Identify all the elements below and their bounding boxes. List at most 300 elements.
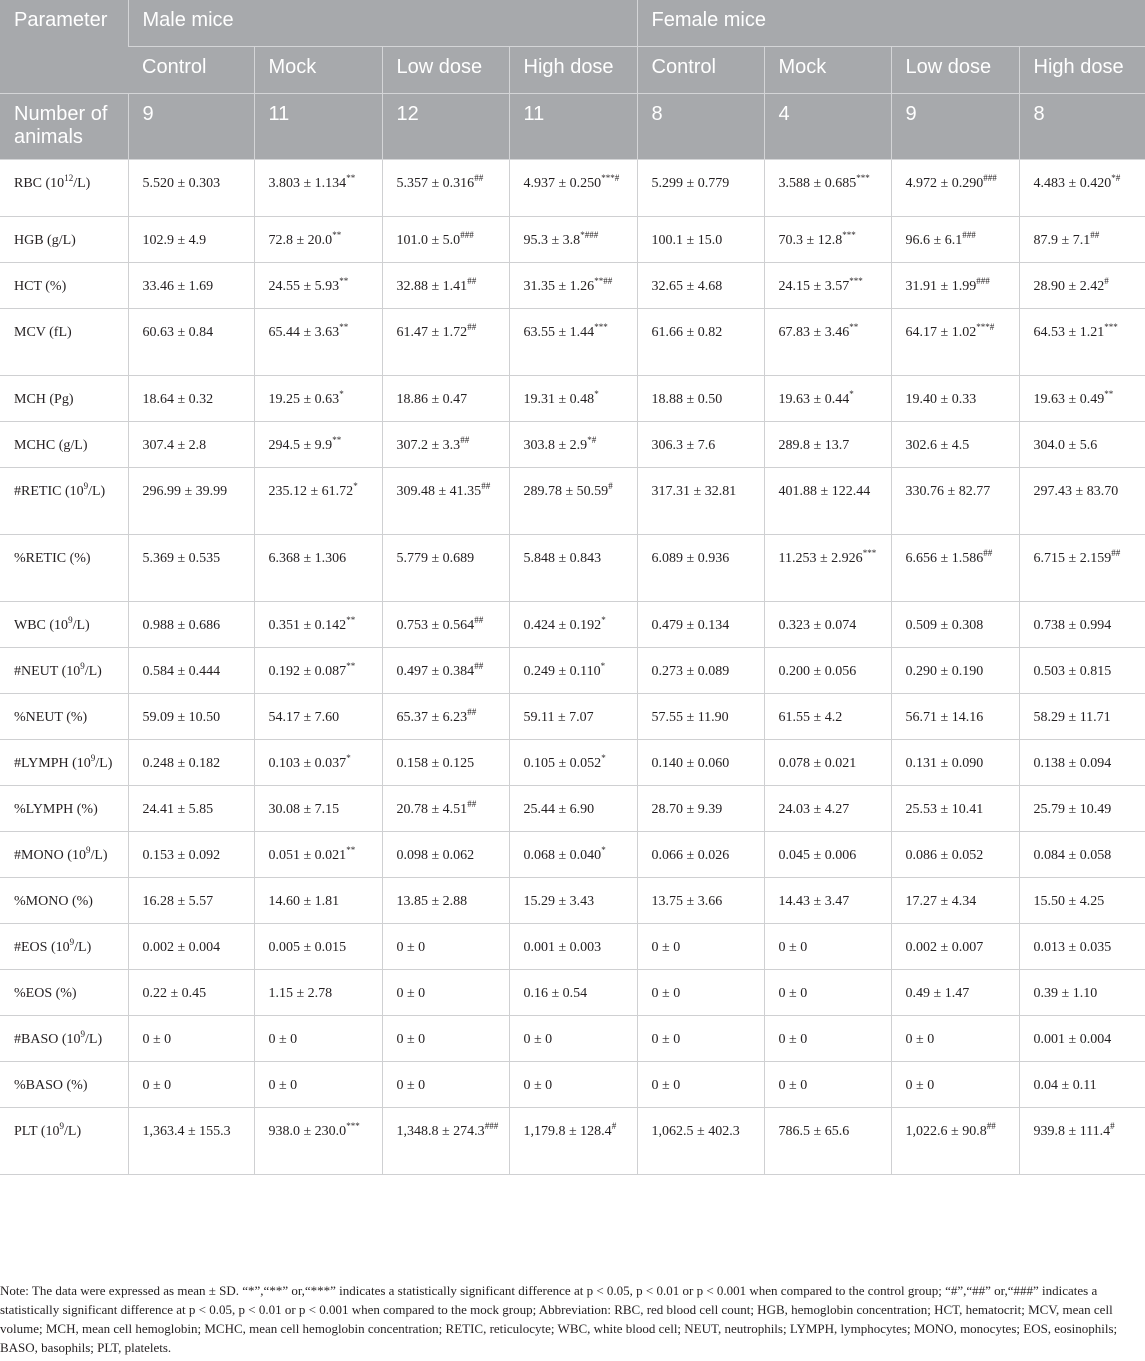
mean-sd-value: 0.503 ± 0.815 <box>1033 664 1112 679</box>
mean-sd-value: 302.6 ± 4.5 <box>905 438 970 453</box>
table-row <box>0 694 1145 740</box>
significance-marker: *** <box>862 548 877 558</box>
significance-marker: # <box>611 1121 617 1131</box>
mean-sd-value: 0.351 ± 0.142 <box>268 618 347 633</box>
parameter-name: %LYMPH (%) <box>14 802 98 817</box>
value-cell <box>637 648 764 694</box>
mean-sd-value: 61.66 ± 0.82 <box>651 325 723 340</box>
value-cell <box>254 1108 382 1175</box>
value-cell <box>1019 217 1145 263</box>
value-cell <box>382 217 509 263</box>
parameter-name: %EOS (%) <box>14 986 77 1001</box>
value-cell <box>764 786 891 832</box>
value-cell <box>891 1016 1019 1062</box>
significance-marker: *** <box>849 276 863 286</box>
significance-marker: ** <box>849 322 859 332</box>
value-cell <box>891 740 1019 786</box>
value-cell <box>254 740 382 786</box>
value-cell <box>891 1108 1019 1175</box>
value-cell <box>764 878 891 924</box>
parameter-cell <box>0 217 128 263</box>
subgroup-header: Control <box>128 47 254 94</box>
value-cell <box>764 832 891 878</box>
value-cell <box>1019 1108 1145 1175</box>
mean-sd-value: 0.153 ± 0.092 <box>142 848 221 863</box>
parameter-header: Parameter <box>0 0 128 94</box>
male-group-header: Male mice <box>128 0 637 47</box>
significance-marker: * <box>849 389 854 399</box>
significance-marker: ## <box>474 661 484 671</box>
value-cell <box>128 160 254 217</box>
mean-sd-value: 5.848 ± 0.843 <box>523 551 602 566</box>
value-cell <box>891 160 1019 217</box>
mean-sd-value: 0 ± 0 <box>396 1078 426 1093</box>
mean-sd-value: 0.131 ± 0.090 <box>905 756 984 771</box>
parameter-cell <box>0 786 128 832</box>
mean-sd-value: 32.88 ± 1.41 <box>396 279 468 294</box>
value-cell <box>637 263 764 309</box>
mean-sd-value: 330.76 ± 82.77 <box>905 484 991 499</box>
table-row <box>0 535 1145 602</box>
parameter-cell <box>0 468 128 535</box>
value-cell <box>764 648 891 694</box>
significance-marker: * <box>339 389 344 399</box>
mean-sd-value: 61.55 ± 4.2 <box>778 710 843 725</box>
female-group-header: Female mice <box>637 0 1145 47</box>
mean-sd-value: 306.3 ± 7.6 <box>651 438 716 453</box>
value-cell <box>128 422 254 468</box>
mean-sd-value: 0.084 ± 0.058 <box>1033 848 1112 863</box>
value-cell <box>891 832 1019 878</box>
value-cell <box>891 468 1019 535</box>
parameter-name: %RETIC (%) <box>14 551 91 566</box>
mean-sd-value: 14.43 ± 3.47 <box>778 894 850 909</box>
significance-marker: ** <box>346 845 356 855</box>
value-cell <box>637 1062 764 1108</box>
significance-marker: ## <box>481 481 491 491</box>
value-cell <box>254 468 382 535</box>
mean-sd-value: 0 ± 0 <box>778 986 808 1001</box>
mean-sd-value: 4.937 ± 0.250 <box>523 176 602 191</box>
significance-marker: ***# <box>601 173 620 183</box>
mean-sd-value: 61.47 ± 1.72 <box>396 325 468 340</box>
value-cell <box>1019 376 1145 422</box>
mean-sd-value: 65.37 ± 6.23 <box>396 710 468 725</box>
value-cell <box>637 468 764 535</box>
mean-sd-value: 101.0 ± 5.0 <box>396 233 461 248</box>
mean-sd-value: 1,179.8 ± 128.4 <box>523 1124 612 1139</box>
mean-sd-value: 0 ± 0 <box>651 986 681 1001</box>
value-cell <box>764 468 891 535</box>
significance-marker: ***# <box>976 322 995 332</box>
value-cell <box>891 648 1019 694</box>
mean-sd-value: 0.078 ± 0.021 <box>778 756 857 771</box>
table-row <box>0 786 1145 832</box>
value-cell <box>382 924 509 970</box>
mean-sd-value: 0 ± 0 <box>142 1078 172 1093</box>
mean-sd-value: 0 ± 0 <box>651 940 681 955</box>
value-cell <box>637 376 764 422</box>
parameter-unit-tail: /L) <box>84 664 102 679</box>
value-cell <box>891 217 1019 263</box>
value-cell <box>637 694 764 740</box>
value-cell <box>128 1108 254 1175</box>
table-row <box>0 217 1145 263</box>
value-cell <box>128 970 254 1016</box>
value-cell <box>128 694 254 740</box>
value-cell <box>637 832 764 878</box>
value-cell <box>891 694 1019 740</box>
mean-sd-value: 58.29 ± 11.71 <box>1033 710 1111 725</box>
value-cell <box>254 217 382 263</box>
animal-count: 9 <box>128 94 254 160</box>
mean-sd-value: 24.15 ± 3.57 <box>778 279 850 294</box>
value-cell <box>509 468 637 535</box>
unit-exponent: 12 <box>64 173 74 183</box>
value-cell <box>254 535 382 602</box>
mean-sd-value: 4.483 ± 0.420 <box>1033 176 1112 191</box>
value-cell <box>128 217 254 263</box>
significance-marker: **## <box>594 276 613 286</box>
mean-sd-value: 304.0 ± 5.6 <box>1033 438 1098 453</box>
value-cell <box>128 740 254 786</box>
value-cell <box>509 740 637 786</box>
mean-sd-value: 3.588 ± 0.685 <box>778 176 857 191</box>
value-cell <box>128 786 254 832</box>
significance-marker: ## <box>467 799 477 809</box>
value-cell <box>254 970 382 1016</box>
value-cell <box>637 309 764 376</box>
value-cell <box>1019 924 1145 970</box>
mean-sd-value: 25.79 ± 10.49 <box>1033 802 1112 817</box>
parameter-unit-tail: /L) <box>90 848 108 863</box>
table-row <box>0 160 1145 217</box>
value-cell <box>509 263 637 309</box>
count-label: Number of animals <box>0 94 128 160</box>
value-cell <box>509 217 637 263</box>
table-note: Note: The data were expressed as mean ± SD. “*”,“**” or,“***” indicates a statistically significant difference at p < 0.05, p < 0.01 or p < 0.001 when compared to the control group; “#”,“##” or,“###” indicates a statistically significant difference at p < 0.05, p < 0.01 or p < 0.001 when compared to the mock group; Abbreviation: RBC, red blood cell count; HGB, hemoglobin concentration; HCT, hematocrit; MCV, mean cell volume; MCH, mean cell hemoglobin; MCHC, mean cell hemoglobin concentration; RETIC, reticulocyte; WBC, white blood cell; NEUT, neutrophils; LYMPH, lymphocytes; MONO, monocytes; EOS, eosinophils; BASO, basophils; PLT, platelets. <box>0 1283 1118 1355</box>
value-cell <box>1019 648 1145 694</box>
parameter-unit-tail: /L) <box>74 940 92 955</box>
value-cell <box>382 1062 509 1108</box>
significance-marker: ** <box>332 435 342 445</box>
parameter-unit-tail: /L) <box>85 1032 103 1047</box>
parameter-cell <box>0 1108 128 1175</box>
mean-sd-value: 17.27 ± 4.34 <box>905 894 977 909</box>
mean-sd-value: 0.04 ± 0.11 <box>1033 1078 1097 1093</box>
mean-sd-value: 19.40 ± 0.33 <box>905 392 977 407</box>
mean-sd-value: 70.3 ± 12.8 <box>778 233 843 248</box>
value-cell <box>764 1016 891 1062</box>
mean-sd-value: 13.75 ± 3.66 <box>651 894 723 909</box>
mean-sd-value: 0 ± 0 <box>905 1078 935 1093</box>
significance-marker: *# <box>587 435 597 445</box>
mean-sd-value: 56.71 ± 14.16 <box>905 710 984 725</box>
mean-sd-value: 25.44 ± 6.90 <box>523 802 595 817</box>
value-cell <box>382 160 509 217</box>
value-cell <box>764 217 891 263</box>
mean-sd-value: 0.273 ± 0.089 <box>651 664 730 679</box>
mean-sd-value: 100.1 ± 15.0 <box>651 233 723 248</box>
mean-sd-value: 297.43 ± 83.70 <box>1033 484 1119 499</box>
parameter-cell <box>0 1016 128 1062</box>
value-cell <box>764 970 891 1016</box>
significance-marker: ## <box>474 173 484 183</box>
value-cell <box>637 1108 764 1175</box>
table-row <box>0 1108 1145 1175</box>
mean-sd-value: 18.88 ± 0.50 <box>651 392 723 407</box>
parameter-cell <box>0 160 128 217</box>
mean-sd-value: 1,022.6 ± 90.8 <box>905 1124 987 1139</box>
parameter-unit-tail: /L) <box>64 1124 82 1139</box>
significance-marker: ## <box>467 322 477 332</box>
mean-sd-value: 0.16 ± 0.54 <box>523 986 588 1001</box>
value-cell <box>382 468 509 535</box>
mean-sd-value: 0.002 ± 0.007 <box>905 940 984 955</box>
value-cell <box>1019 263 1145 309</box>
table-row <box>0 1016 1145 1062</box>
parameter-cell <box>0 535 128 602</box>
parameter-name: %MONO (%) <box>14 894 93 909</box>
mean-sd-value: 6.715 ± 2.159 <box>1033 551 1112 566</box>
parameter-name: #LYMPH (10 <box>14 756 91 771</box>
mean-sd-value: 25.53 ± 10.41 <box>905 802 984 817</box>
mean-sd-value: 0.001 ± 0.003 <box>523 940 602 955</box>
value-cell <box>254 694 382 740</box>
parameter-cell <box>0 648 128 694</box>
parameter-name: HCT (%) <box>14 279 67 294</box>
value-cell <box>764 694 891 740</box>
value-cell <box>891 535 1019 602</box>
unit-exponent: 9 <box>69 937 75 947</box>
significance-marker: *** <box>842 230 856 240</box>
mean-sd-value: 30.08 ± 7.15 <box>268 802 340 817</box>
parameter-name: HGB (g/L) <box>14 233 76 248</box>
value-cell <box>1019 602 1145 648</box>
value-cell <box>254 602 382 648</box>
mean-sd-value: 0.105 ± 0.052 <box>523 756 602 771</box>
mean-sd-value: 6.368 ± 1.306 <box>268 551 347 566</box>
mean-sd-value: 28.90 ± 2.42 <box>1033 279 1105 294</box>
significance-marker: # <box>1104 276 1109 286</box>
value-cell <box>509 832 637 878</box>
mean-sd-value: 16.28 ± 5.57 <box>142 894 214 909</box>
parameter-name: #EOS (10 <box>14 940 70 955</box>
mean-sd-value: 63.55 ± 1.44 <box>523 325 595 340</box>
parameter-unit-tail: /L) <box>95 756 113 771</box>
parameter-cell <box>0 263 128 309</box>
value-cell <box>509 970 637 1016</box>
parameter-unit-tail: /L) <box>88 484 106 499</box>
mean-sd-value: 14.60 ± 1.81 <box>268 894 340 909</box>
mean-sd-value: 0.290 ± 0.190 <box>905 664 984 679</box>
mean-sd-value: 31.35 ± 1.26 <box>523 279 595 294</box>
value-cell <box>637 1016 764 1062</box>
parameter-name: MCH (Pg) <box>14 392 74 407</box>
significance-marker: ** <box>346 615 356 625</box>
mean-sd-value: 0.738 ± 0.994 <box>1033 618 1112 633</box>
value-cell <box>382 740 509 786</box>
unit-exponent: 9 <box>80 1029 86 1039</box>
mean-sd-value: 0 ± 0 <box>268 1032 298 1047</box>
mean-sd-value: 31.91 ± 1.99 <box>905 279 977 294</box>
unit-exponent: 9 <box>90 753 96 763</box>
value-cell <box>382 263 509 309</box>
mean-sd-value: 32.65 ± 4.68 <box>651 279 723 294</box>
mean-sd-value: 0.200 ± 0.056 <box>778 664 857 679</box>
mean-sd-value: 3.803 ± 1.134 <box>268 176 347 191</box>
mean-sd-value: 786.5 ± 65.6 <box>778 1124 850 1139</box>
parameter-cell <box>0 376 128 422</box>
significance-marker: # <box>1110 1121 1115 1131</box>
subgroup-header: Control <box>637 47 764 94</box>
mean-sd-value: 57.55 ± 11.90 <box>651 710 729 725</box>
significance-marker: * <box>601 615 606 625</box>
significance-marker: ## <box>986 1121 996 1131</box>
significance-marker: *### <box>580 230 599 240</box>
significance-marker: ** <box>339 276 349 286</box>
mean-sd-value: 0 ± 0 <box>778 1078 808 1093</box>
value-cell <box>764 422 891 468</box>
mean-sd-value: 102.9 ± 4.9 <box>142 233 207 248</box>
mean-sd-value: 0 ± 0 <box>396 986 426 1001</box>
value-cell <box>637 740 764 786</box>
subgroup-header: Mock <box>764 47 891 94</box>
table-row <box>0 468 1145 535</box>
significance-marker: ## <box>467 276 477 286</box>
mean-sd-value: 0 ± 0 <box>396 1032 426 1047</box>
significance-marker: ## <box>1111 548 1121 558</box>
unit-exponent: 9 <box>85 845 91 855</box>
significance-marker: ## <box>460 435 470 445</box>
table-row <box>0 648 1145 694</box>
value-cell <box>637 786 764 832</box>
value-cell <box>509 786 637 832</box>
mean-sd-value: 0 ± 0 <box>142 1032 172 1047</box>
parameter-cell <box>0 422 128 468</box>
table-row <box>0 740 1145 786</box>
significance-marker: ** <box>346 661 356 671</box>
mean-sd-value: 20.78 ± 4.51 <box>396 802 468 817</box>
value-cell <box>254 878 382 924</box>
subgroup-header: Low dose <box>891 47 1019 94</box>
mean-sd-value: 0 ± 0 <box>778 940 808 955</box>
mean-sd-value: 28.70 ± 9.39 <box>651 802 723 817</box>
significance-marker: * <box>353 481 358 491</box>
mean-sd-value: 33.46 ± 1.69 <box>142 279 214 294</box>
mean-sd-value: 6.656 ± 1.586 <box>905 551 984 566</box>
value-cell <box>509 924 637 970</box>
mean-sd-value: 0 ± 0 <box>268 1078 298 1093</box>
significance-marker: *** <box>1104 322 1118 332</box>
significance-marker: * <box>346 753 351 763</box>
parameter-unit-tail: /L) <box>73 176 91 191</box>
significance-marker: ** <box>339 322 349 332</box>
mean-sd-value: 6.089 ± 0.936 <box>651 551 730 566</box>
value-cell <box>509 160 637 217</box>
value-cell <box>1019 309 1145 376</box>
value-cell <box>637 924 764 970</box>
value-cell <box>382 694 509 740</box>
mean-sd-value: 0 ± 0 <box>523 1032 553 1047</box>
mean-sd-value: 13.85 ± 2.88 <box>396 894 468 909</box>
value-cell <box>637 217 764 263</box>
value-cell <box>891 376 1019 422</box>
mean-sd-value: 0.248 ± 0.182 <box>142 756 221 771</box>
value-cell <box>382 648 509 694</box>
value-cell <box>254 832 382 878</box>
mean-sd-value: 19.25 ± 0.63 <box>268 392 340 407</box>
value-cell <box>764 535 891 602</box>
mean-sd-value: 0.140 ± 0.060 <box>651 756 730 771</box>
mean-sd-value: 0.068 ± 0.040 <box>523 848 602 863</box>
value-cell <box>254 1016 382 1062</box>
mean-sd-value: 60.63 ± 0.84 <box>142 325 214 340</box>
value-cell <box>254 1062 382 1108</box>
table-row <box>0 1062 1145 1108</box>
value-cell <box>764 1062 891 1108</box>
mean-sd-value: 317.31 ± 32.81 <box>651 484 737 499</box>
mean-sd-value: 19.63 ± 0.44 <box>778 392 850 407</box>
mean-sd-value: 5.357 ± 0.316 <box>396 176 475 191</box>
mean-sd-value: 939.8 ± 111.4 <box>1033 1124 1111 1139</box>
table-row <box>0 309 1145 376</box>
value-cell <box>254 309 382 376</box>
animal-count: 4 <box>764 94 891 160</box>
value-cell <box>509 602 637 648</box>
value-cell <box>509 694 637 740</box>
value-cell <box>254 263 382 309</box>
mean-sd-value: 67.83 ± 3.46 <box>778 325 850 340</box>
value-cell <box>891 602 1019 648</box>
parameter-name: #RETIC (10 <box>14 484 84 499</box>
table-row <box>0 878 1145 924</box>
mean-sd-value: 5.520 ± 0.303 <box>142 176 221 191</box>
mean-sd-value: 0.22 ± 0.45 <box>142 986 207 1001</box>
parameter-cell <box>0 1062 128 1108</box>
value-cell <box>254 422 382 468</box>
table-row <box>0 832 1145 878</box>
value-cell <box>382 309 509 376</box>
table-row <box>0 263 1145 309</box>
mean-sd-value: 64.17 ± 1.02 <box>905 325 977 340</box>
mean-sd-value: 65.44 ± 3.63 <box>268 325 340 340</box>
value-cell <box>1019 1062 1145 1108</box>
value-cell <box>637 422 764 468</box>
value-cell <box>764 740 891 786</box>
significance-marker: * <box>594 389 599 399</box>
mean-sd-value: 1.15 ± 2.78 <box>268 986 333 1001</box>
parameter-name: #MONO (10 <box>14 848 86 863</box>
value-cell <box>382 832 509 878</box>
value-cell <box>254 376 382 422</box>
mean-sd-value: 0.988 ± 0.686 <box>142 618 221 633</box>
mean-sd-value: 5.299 ± 0.779 <box>651 176 730 191</box>
significance-marker: *** <box>346 1121 360 1131</box>
significance-marker: ### <box>976 276 990 286</box>
value-cell <box>509 1016 637 1062</box>
value-cell <box>509 376 637 422</box>
subgroup-header: Low dose <box>382 47 509 94</box>
parameter-cell <box>0 694 128 740</box>
value-cell <box>254 648 382 694</box>
mean-sd-value: 0.249 ± 0.110 <box>523 664 601 679</box>
value-cell <box>128 648 254 694</box>
mean-sd-value: 4.972 ± 0.290 <box>905 176 984 191</box>
mean-sd-value: 0.001 ± 0.004 <box>1033 1032 1112 1047</box>
value-cell <box>891 1062 1019 1108</box>
significance-marker: ** <box>1104 389 1114 399</box>
